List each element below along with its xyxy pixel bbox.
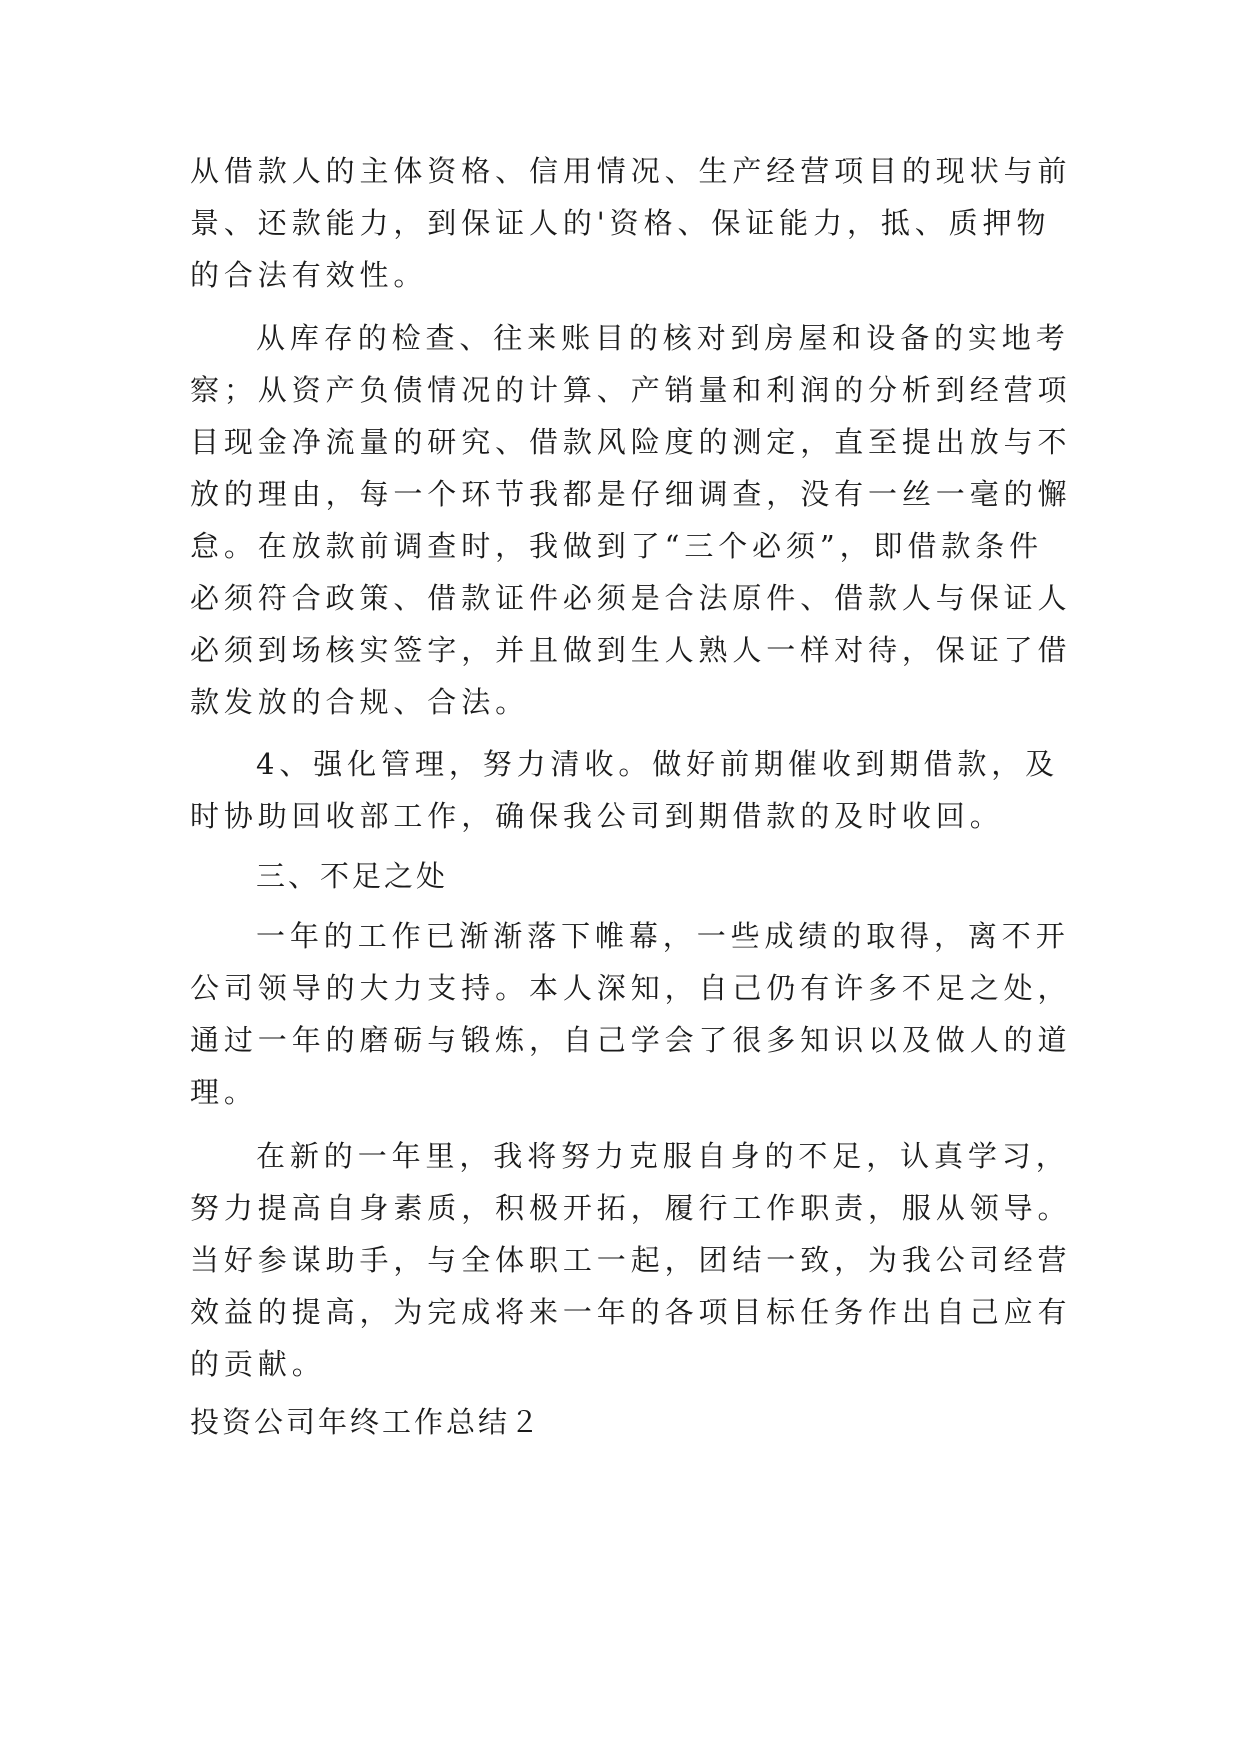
paragraph-line: 察；从资产负债情况的计算、产销量和利润的分析到经营项: [190, 373, 1072, 407]
paragraph-line: 从借款人的主体资格、信用情况、生产经营项目的现状与前: [190, 154, 1072, 188]
paragraph-line: 怠。在放款前调查时，我做到了“三个必须”，即借款条件: [190, 529, 1044, 563]
paragraph-line: 公司领导的大力支持。本人深知，自己仍有许多不足之处，: [190, 971, 1072, 1005]
paragraph-line: 效益的提高，为完成将来一年的各项目标任务作出自己应有: [190, 1295, 1072, 1329]
paragraph-line: 通过一年的磨砺与锻炼，自己学会了很多知识以及做人的道: [190, 1023, 1072, 1057]
paragraph-line: 在新的一年里，我将努力克服自身的不足，认真学习，: [256, 1139, 1070, 1173]
paragraph-line: 目现金净流量的研究、借款风险度的测定，直至提出放与不: [190, 425, 1072, 459]
paragraph-line: 当好参谋助手，与全体职工一起，团结一致，为我公司经营: [190, 1243, 1072, 1277]
paragraph-line: 放的理由，每一个环节我都是仔细调查，没有一丝一毫的懈: [190, 477, 1072, 511]
paragraph-line: 必须到场核实签字，并且做到生人熟人一样对待，保证了借: [190, 633, 1072, 667]
paragraph-line: 4、强化管理，努力清收。做好前期催收到期借款，及: [256, 747, 1060, 781]
paragraph-line: 理。: [190, 1075, 258, 1109]
section-heading: 三、不足之处: [256, 859, 449, 893]
paragraph-line: 时协助回收部工作，确保我公司到期借款的及时收回。: [190, 799, 1004, 833]
paragraph-line: 款发放的合规、合法。: [190, 685, 530, 719]
paragraph-line: 努力提高自身素质，积极开拓，履行工作职责，服从领导。: [190, 1191, 1072, 1225]
document-title: 投资公司年终工作总结２: [190, 1405, 543, 1439]
paragraph-line: 景、还款能力，到保证人的'资格、保证能力，抵、质押物: [190, 206, 1051, 240]
paragraph-line: 一年的工作已渐渐落下帷幕，一些成绩的取得，离不开: [256, 919, 1070, 953]
paragraph-line: 从库存的检查、往来账目的核对到房屋和设备的实地考: [256, 321, 1070, 355]
paragraph-line: 的贡献。: [190, 1347, 326, 1381]
paragraph-line: 的合法有效性。: [190, 258, 428, 292]
paragraph-line: 必须符合政策、借款证件必须是合法原件、借款人与保证人: [190, 581, 1072, 615]
